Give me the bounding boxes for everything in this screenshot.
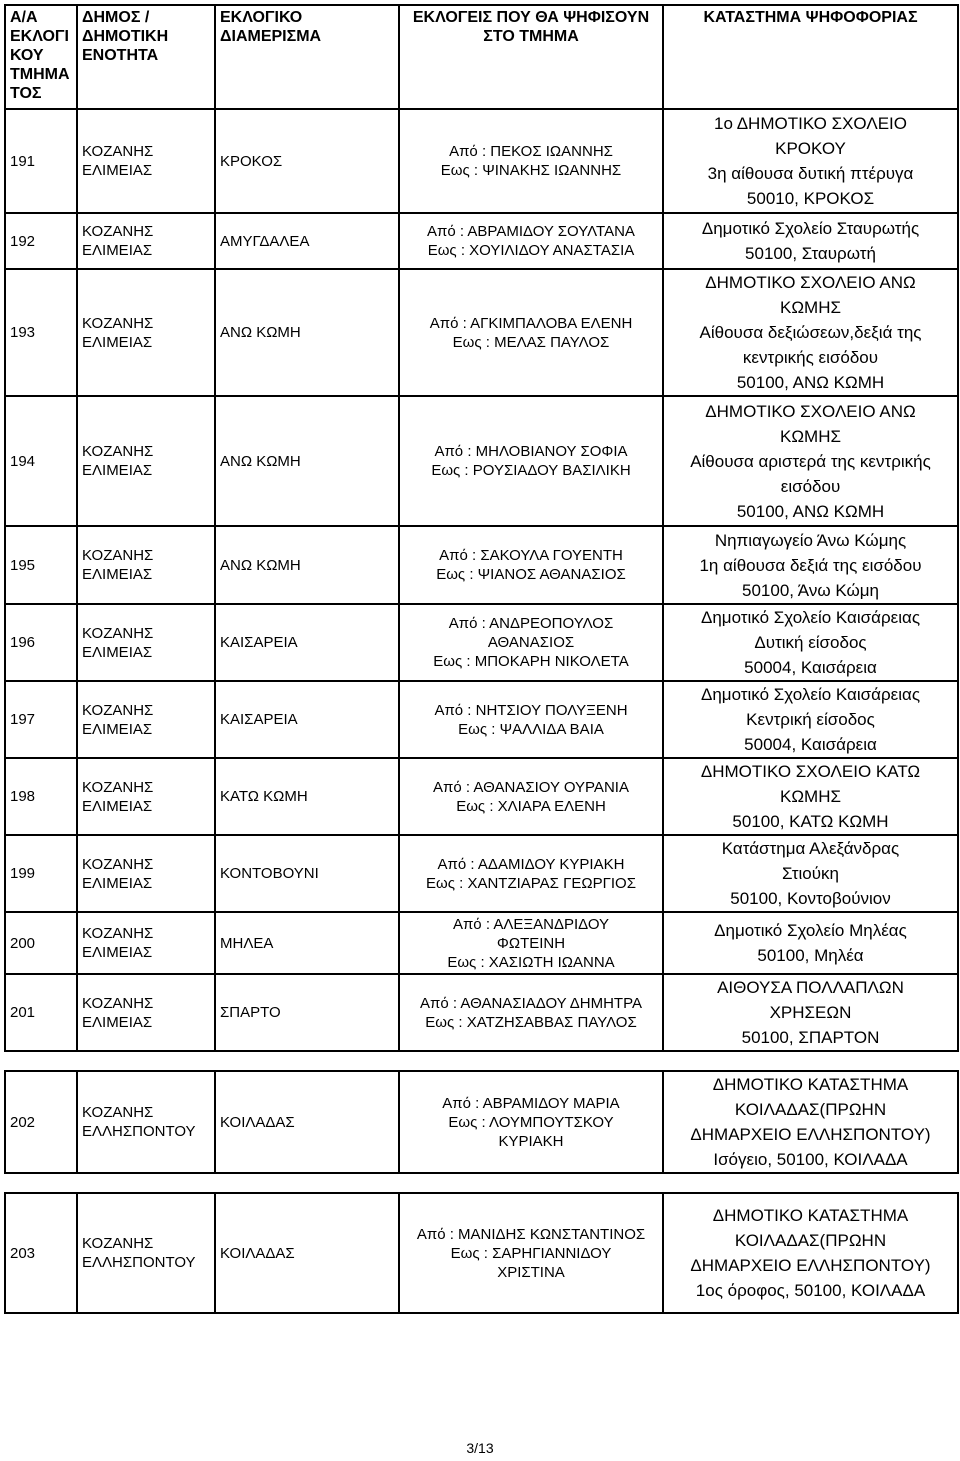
table-row — [5, 681, 958, 758]
polling-stations-table — [4, 4, 959, 1314]
table-row — [5, 396, 958, 526]
table-row — [5, 604, 958, 681]
cell-district: ΚΑΙΣΑΡΕΙΑ — [215, 681, 399, 758]
cell-polling-store: Δημοτικό Σχολείο Καισάρειας Δυτική είσοδος 50004, Καισάρεια — [663, 604, 958, 681]
table-row — [5, 526, 958, 604]
cell-district: ΑΝΩ ΚΩΜΗ — [215, 269, 399, 396]
cell-polling-store: ΔΗΜΟΤΙΚΟ ΣΧΟΛΕΙΟ ΑΝΩ ΚΩΜΗΣ Αίθουσα αριστερά της κεντρικής εισόδου 50100, ΑΝΩ ΚΩΜΗ — [663, 396, 958, 526]
cell-polling-store: ΔΗΜΟΤΙΚΟ ΚΑΤΑΣΤΗΜΑ ΚΟΙΛΑΔΑΣ(ΠΡΩΗΝ ΔΗΜΑΡΧΕΙΟ ΕΛΛΗΣΠΟΝΤΟΥ) Ισόγειο, 50100, ΚΟΙΛΑΔΑ — [663, 1071, 958, 1173]
spacer-cell — [5, 1051, 958, 1071]
cell-district: ΚΟΝΤΟΒΟΥΝΙ — [215, 835, 399, 912]
cell-district: ΑΝΩ ΚΩΜΗ — [215, 526, 399, 604]
cell-voter-range: Από : ΜΑΝΙΔΗΣ ΚΩΝΣΤΑΝΤΙΝΟΣ Εως : ΣΑΡΗΓΙΑΝΝΙΔΟΥ ΧΡΙΣΤΙΝΑ — [399, 1193, 663, 1313]
table-spacer — [5, 1051, 958, 1071]
cell-section-number: 193 — [5, 269, 77, 396]
header-cell-municipality: ΔΗΜΟΣ / ΔΗΜΟΤΙΚΗ ΕΝΟΤΗΤΑ — [77, 5, 215, 109]
cell-district: ΚΟΙΛΑΔΑΣ — [215, 1071, 399, 1173]
cell-section-number: 194 — [5, 396, 77, 526]
table-row — [5, 1071, 958, 1173]
table-row — [5, 269, 958, 396]
cell-district: ΚΟΙΛΑΔΑΣ — [215, 1193, 399, 1313]
cell-voter-range: Από : ΑΒΡΑΜΙΔΟΥ ΜΑΡΙΑ Εως : ΛΟΥΜΠΟΥΤΣΚΟΥ ΚΥΡΙΑΚΗ — [399, 1071, 663, 1173]
cell-section-number: 199 — [5, 835, 77, 912]
table-row — [5, 758, 958, 835]
cell-section-number: 203 — [5, 1193, 77, 1313]
cell-municipality: ΚΟΖΑΝΗΣ ΕΛΙΜΕΙΑΣ — [77, 835, 215, 912]
table-row — [5, 835, 958, 912]
table-row — [5, 213, 958, 269]
header-cell-no: Α/Α ΕΚΛΟΓΙ ΚΟΥ ΤΜΗΜΑ ΤΟΣ — [5, 5, 77, 109]
cell-section-number: 192 — [5, 213, 77, 269]
cell-municipality: ΚΟΖΑΝΗΣ ΕΛΙΜΕΙΑΣ — [77, 526, 215, 604]
cell-voter-range: Από : ΑΛΕΞΑΝΔΡΙΔΟΥ ΦΩΤΕΙΝΗ Εως : ΧΑΣΙΩΤΗ ΙΩΑΝΝΑ — [399, 912, 663, 974]
cell-polling-store: Δημοτικό Σχολείο Μηλέας 50100, Μηλέα — [663, 912, 958, 974]
cell-district: ΣΠΑΡΤΟ — [215, 974, 399, 1051]
cell-polling-store: Δημοτικό Σχολείο Σταυρωτής 50100, Σταυρωτή — [663, 213, 958, 269]
cell-voter-range: Από : ΑΔΑΜΙΔΟΥ ΚΥΡΙΑΚΗ Εως : ΧΑΝΤΖΙΑΡΑΣ ΓΕΩΡΓΙΟΣ — [399, 835, 663, 912]
header-cell-voters: ΕΚΛΟΓΕΙΣ ΠΟΥ ΘΑ ΨΗΦΙΣΟΥΝ ΣΤΟ ΤΜΗΜΑ — [399, 5, 663, 109]
cell-district: ΚΑΤΩ ΚΩΜΗ — [215, 758, 399, 835]
cell-voter-range: Από : ΑΘΑΝΑΣΙΟΥ ΟΥΡΑΝΙΑ Εως : ΧΛΙΑΡΑ ΕΛΕΝΗ — [399, 758, 663, 835]
header-cell-store: ΚΑΤΑΣΤΗΜΑ ΨΗΦΟΦΟΡΙΑΣ — [663, 5, 958, 109]
cell-municipality: ΚΟΖΑΝΗΣ ΕΛΙΜΕΙΑΣ — [77, 681, 215, 758]
cell-municipality: ΚΟΖΑΝΗΣ ΕΛΙΜΕΙΑΣ — [77, 758, 215, 835]
cell-section-number: 198 — [5, 758, 77, 835]
cell-polling-store: ΔΗΜΟΤΙΚΟ ΣΧΟΛΕΙΟ ΑΝΩ ΚΩΜΗΣ Αίθουσα δεξιώσεων,δεξιά της κεντρικής εισόδου 50100, ΑΝΩ ΚΩΜΗ — [663, 269, 958, 396]
cell-district: ΑΜΥΓΔΑΛΕΑ — [215, 213, 399, 269]
table-row — [5, 912, 958, 974]
cell-section-number: 200 — [5, 912, 77, 974]
cell-section-number: 195 — [5, 526, 77, 604]
cell-municipality: ΚΟΖΑΝΗΣ ΕΛΙΜΕΙΑΣ — [77, 109, 215, 213]
cell-voter-range: Από : ΝΗΤΣΙΟΥ ΠΟΛΥΞΕΝΗ Εως : ΨΑΛΛΙΔΑ ΒΑΙΑ — [399, 681, 663, 758]
page-number: 3/13 — [466, 1440, 494, 1456]
cell-district: ΜΗΛΕΑ — [215, 912, 399, 974]
cell-polling-store: ΔΗΜΟΤΙΚΟ ΣΧΟΛΕΙΟ ΚΑΤΩ ΚΩΜΗΣ 50100, ΚΑΤΩ ΚΩΜΗ — [663, 758, 958, 835]
table-row — [5, 1193, 958, 1313]
cell-polling-store: Νηπιαγωγείο Άνω Κώμης 1η αίθουσα δεξιά της εισόδου 50100, Άνω Κώμη — [663, 526, 958, 604]
cell-district: ΚΑΙΣΑΡΕΙΑ — [215, 604, 399, 681]
cell-municipality: ΚΟΖΑΝΗΣ ΕΛΙΜΕΙΑΣ — [77, 213, 215, 269]
cell-municipality: ΚΟΖΑΝΗΣ ΕΛΙΜΕΙΑΣ — [77, 974, 215, 1051]
cell-section-number: 197 — [5, 681, 77, 758]
cell-municipality: ΚΟΖΑΝΗΣ ΕΛΛΗΣΠΟΝΤΟΥ — [77, 1193, 215, 1313]
cell-polling-store: ΑΙΘΟΥΣΑ ΠΟΛΛΑΠΛΩΝ ΧΡΗΣΕΩΝ 50100, ΣΠΑΡΤΟΝ — [663, 974, 958, 1051]
cell-section-number: 196 — [5, 604, 77, 681]
table-spacer — [5, 1173, 958, 1193]
cell-municipality: ΚΟΖΑΝΗΣ ΕΛΙΜΕΙΑΣ — [77, 396, 215, 526]
cell-section-number: 202 — [5, 1071, 77, 1173]
cell-voter-range: Από : ΑΒΡΑΜΙΔΟΥ ΣΟΥΛΤΑΝΑ Εως : ΧΟΥΙΛΙΔΟΥ ΑΝΑΣΤΑΣΙΑ — [399, 213, 663, 269]
cell-section-number: 201 — [5, 974, 77, 1051]
cell-polling-store: 1ο ΔΗΜΟΤΙΚΟ ΣΧΟΛΕΙΟ ΚΡΟΚΟΥ 3η αίθουσα δυτική πτέρυγα 50010, ΚΡΟΚΟΣ — [663, 109, 958, 213]
cell-polling-store: Κατάστημα Αλεξάνδρας Στιούκη 50100, Κοντοβούνιον — [663, 835, 958, 912]
cell-polling-store: ΔΗΜΟΤΙΚΟ ΚΑΤΑΣΤΗΜΑ ΚΟΙΛΑΔΑΣ(ΠΡΩΗΝ ΔΗΜΑΡΧΕΙΟ ΕΛΛΗΣΠΟΝΤΟΥ) 1ος όροφος, 50100, ΚΟΙΛΑΔΑ — [663, 1193, 958, 1313]
header-cell-district: ΕΚΛΟΓΙΚΟ ΔΙΑΜΕΡΙΣΜΑ — [215, 5, 399, 109]
spacer-cell — [5, 1173, 958, 1193]
cell-municipality: ΚΟΖΑΝΗΣ ΕΛΛΗΣΠΟΝΤΟΥ — [77, 1071, 215, 1173]
cell-voter-range: Από : ΑΘΑΝΑΣΙΑΔΟΥ ΔΗΜΗΤΡΑ Εως : ΧΑΤΖΗΣΑΒΒΑΣ ΠΑΥΛΟΣ — [399, 974, 663, 1051]
cell-municipality: ΚΟΖΑΝΗΣ ΕΛΙΜΕΙΑΣ — [77, 269, 215, 396]
table-row — [5, 974, 958, 1051]
cell-section-number: 191 — [5, 109, 77, 213]
cell-polling-store: Δημοτικό Σχολείο Καισάρειας Κεντρική είσοδος 50004, Καισάρεια — [663, 681, 958, 758]
cell-voter-range: Από : ΑΓΚΙΜΠΑΛΟΒΑ ΕΛΕΝΗ Εως : ΜΕΛΑΣ ΠΑΥΛΟΣ — [399, 269, 663, 396]
table-header-row — [5, 5, 958, 109]
cell-voter-range: Από : ΜΗΛΟΒΙΑΝΟΥ ΣΟΦΙΑ Εως : ΡΟΥΣΙΑΔΟΥ ΒΑΣΙΛΙΚΗ — [399, 396, 663, 526]
cell-voter-range: Από : ΣΑΚΟΥΛΑ ΓΟΥΕΝΤΗ Εως : ΨΙΑΝΟΣ ΑΘΑΝΑΣΙΟΣ — [399, 526, 663, 604]
cell-municipality: ΚΟΖΑΝΗΣ ΕΛΙΜΕΙΑΣ — [77, 912, 215, 974]
cell-voter-range: Από : ΠΕΚΟΣ ΙΩΑΝΝΗΣ Εως : ΨΙΝΑΚΗΣ ΙΩΑΝΝΗΣ — [399, 109, 663, 213]
table-row — [5, 109, 958, 213]
cell-district: ΚΡΟΚΟΣ — [215, 109, 399, 213]
cell-voter-range: Από : ΑΝΔΡΕΟΠΟΥΛΟΣ ΑΘΑΝΑΣΙΟΣ Εως : ΜΠΟΚΑΡΗ ΝΙΚΟΛΕΤΑ — [399, 604, 663, 681]
cell-district: ΑΝΩ ΚΩΜΗ — [215, 396, 399, 526]
cell-municipality: ΚΟΖΑΝΗΣ ΕΛΙΜΕΙΑΣ — [77, 604, 215, 681]
